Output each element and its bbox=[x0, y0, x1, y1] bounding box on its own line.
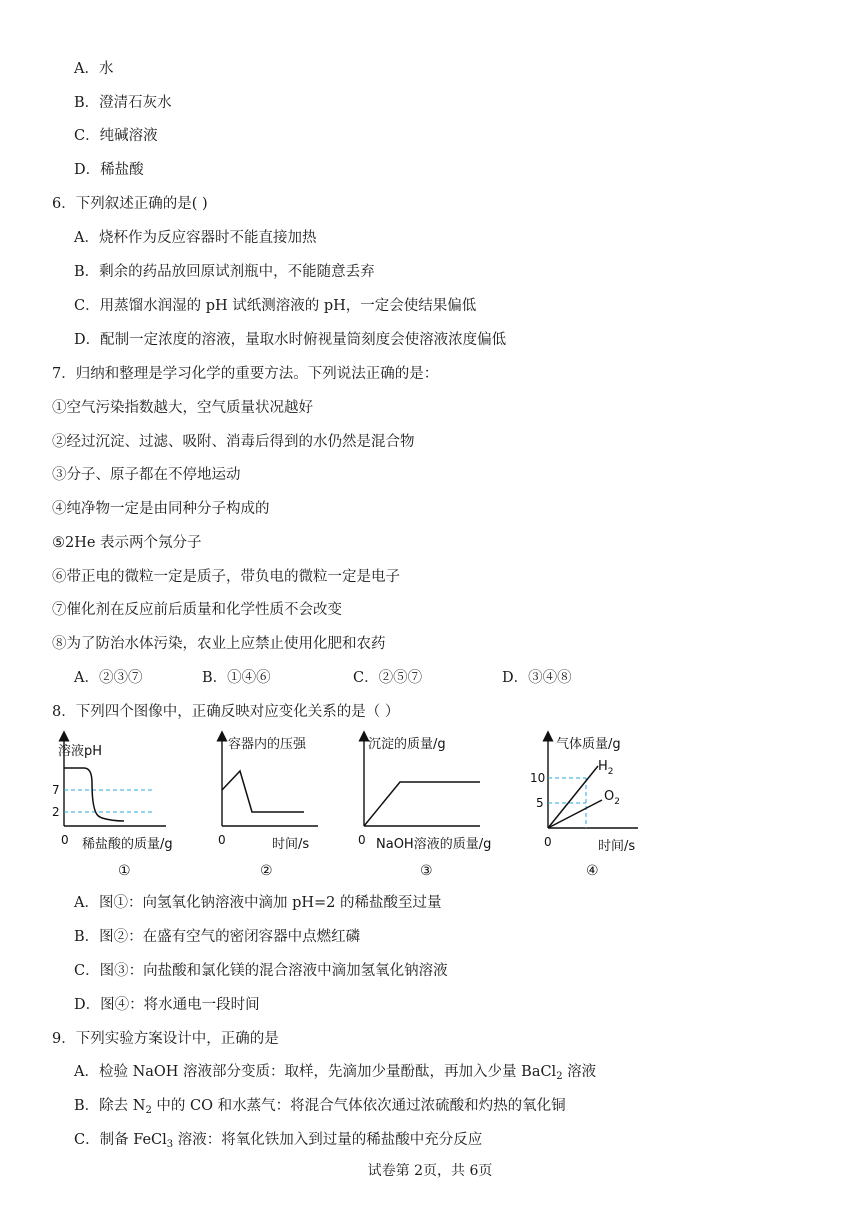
graph-1-origin: 0 bbox=[61, 833, 69, 847]
graph-1-ytick-2: 2 bbox=[52, 805, 60, 819]
q8-option-c: C．图③：向盐酸和氯化镁的混合溶液中滴加氢氧化钠溶液 bbox=[74, 963, 448, 979]
q7-statement-1: ①空气污染指数越大，空气质量状况越好 bbox=[52, 400, 313, 416]
graph-4-origin: 0 bbox=[544, 835, 552, 849]
q9-option-b: B．除去 $N_2$ 中的 CO 和水蒸气：将混合气体依次通过浓硫酸和灼热的氧化铜 bbox=[74, 1098, 566, 1116]
graph-1-ylabel: 溶液pH bbox=[58, 744, 103, 759]
q8-option-b: B．图②：在盛有空气的密闭容器中点燃红磷 bbox=[74, 929, 361, 945]
q8-option-a: A．图①：向氢氧化钠溶液中滴加 pH=2 的稀盐酸至过量 bbox=[74, 895, 442, 911]
graph-3 bbox=[350, 728, 510, 878]
q7-statement-3: ③分子、原子都在不停地运动 bbox=[52, 467, 241, 483]
graph-4-o2-label: $O_2$ bbox=[604, 789, 620, 807]
q6-option-c: C．用蒸馏水润湿的 pH 试纸测溶液的 pH，一定会使结果偏低 bbox=[74, 298, 477, 314]
graph-4-xlabel: 时间/s bbox=[598, 839, 636, 854]
graph-2-curve bbox=[222, 771, 304, 812]
graph-4-ytick-5: 5 bbox=[536, 796, 544, 810]
graph-1-number: ① bbox=[118, 863, 131, 878]
q6-option-a: A．烧杯作为反应容器时不能直接加热 bbox=[74, 230, 317, 246]
graph-4-h2-line bbox=[548, 766, 598, 828]
q9-option-a: A．检验 NaOH 溶液部分变质：取样，先滴加少量酚酞，再加入少量 BaCl$_2$ 溶液 bbox=[74, 1064, 597, 1082]
graph-3-number: ③ bbox=[420, 863, 433, 878]
q7-option-c: C．②⑤⑦ bbox=[353, 670, 423, 686]
graph-3-curve bbox=[364, 782, 480, 826]
q8-option-d: D．图④：将水通电一段时间 bbox=[74, 997, 260, 1013]
q7-option-b: B．①④⑥ bbox=[202, 670, 271, 686]
q7-statement-8: ⑧为了防治水体污染，农业上应禁止使用化肥和农药 bbox=[52, 636, 386, 652]
graph-2-xlabel: 时间/s bbox=[272, 837, 310, 852]
graph-1-xlabel: 稀盐酸的质量/g bbox=[82, 837, 173, 852]
graph-3-origin: 0 bbox=[358, 833, 366, 847]
graph-3-ylabel: 沉淀的质量/g bbox=[368, 737, 446, 752]
q7-option-d: D．③④⑧ bbox=[502, 670, 572, 686]
graph-2-ylabel: 容器内的压强 bbox=[228, 737, 307, 752]
q6-stem: 6．下列叙述正确的是( ) bbox=[52, 196, 208, 212]
graph-4 bbox=[526, 728, 656, 878]
graph-1 bbox=[48, 728, 198, 878]
q7-statement-6: ⑥带正电的微粒一定是质子，带负电的微粒一定是电子 bbox=[52, 569, 400, 585]
graph-1-ytick-7: 7 bbox=[52, 783, 60, 797]
q5-option-c: C．纯碱溶液 bbox=[74, 128, 158, 144]
q7-statement-4: ④纯净物一定是由同种分子构成的 bbox=[52, 501, 270, 517]
graph-1-curve bbox=[64, 768, 124, 821]
graph-4-ylabel: 气体质量/g bbox=[556, 737, 621, 752]
q5-option-b: B．澄清石灰水 bbox=[74, 95, 172, 111]
q9-option-c: C．制备 FeCl$_3$ 溶液：将氧化铁加入到过量的稀盐酸中充分反应 bbox=[74, 1132, 483, 1150]
graph-4-h2-label: $H_2$ bbox=[598, 759, 614, 777]
q8-stem: 8．下列四个图像中，正确反映对应变化关系的是（ ） bbox=[52, 704, 400, 720]
q7-statement-7: ⑦催化剂在反应前后质量和化学性质不会改变 bbox=[52, 602, 342, 618]
graph-2 bbox=[210, 728, 340, 878]
q7-statement-5: ⑤2He 表示两个氖分子 bbox=[52, 535, 202, 551]
graph-4-o2-line bbox=[548, 800, 602, 828]
graph-3-xlabel: NaOH溶液的质量/g bbox=[376, 837, 492, 852]
graph-2-number: ② bbox=[260, 863, 273, 878]
q9-stem: 9．下列实验方案设计中，正确的是 bbox=[52, 1031, 279, 1047]
q7-stem: 7．归纳和整理是学习化学的重要方法。下列说法正确的是： bbox=[52, 366, 439, 382]
q6-option-b: B．剩余的药品放回原试剂瓶中，不能随意丢弃 bbox=[74, 264, 375, 280]
graph-4-ytick-10: 10 bbox=[530, 771, 546, 785]
q5-option-d: D．稀盐酸 bbox=[74, 162, 144, 178]
page-footer: 试卷第 2页，共 6页 bbox=[367, 1163, 493, 1179]
q5-option-a: A．水 bbox=[74, 61, 114, 77]
q7-statement-2: ②经过沉淀、过滤、吸附、消毒后得到的水仍然是混合物 bbox=[52, 434, 415, 450]
q6-option-d: D．配制一定浓度的溶液，量取水时俯视量筒刻度会使溶液浓度偏低 bbox=[74, 332, 507, 348]
graph-2-origin: 0 bbox=[218, 833, 226, 847]
graph-4-number: ④ bbox=[586, 863, 599, 878]
q7-option-a: A．②③⑦ bbox=[74, 670, 143, 686]
